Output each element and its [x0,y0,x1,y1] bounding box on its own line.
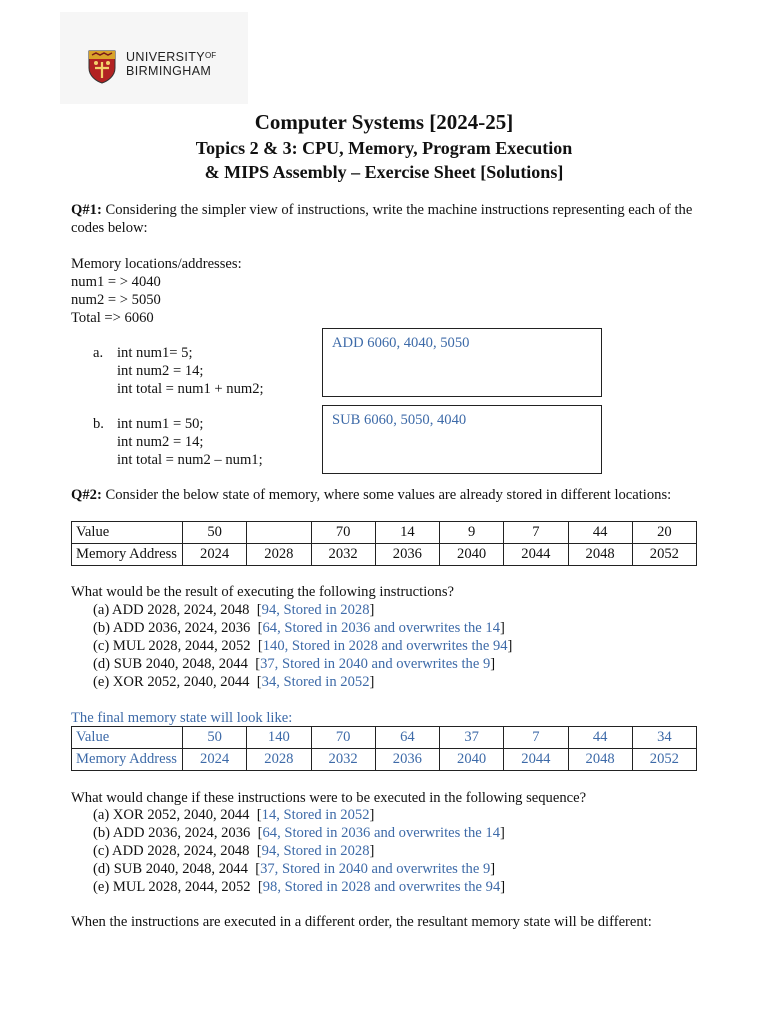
item-answer: 64, Stored in 2036 and overwrites the 14 [262,620,500,636]
address-cell: 2036 [375,749,439,771]
value-cell: 50 [183,522,247,544]
item-answer: 64, Stored in 2036 and overwrites the 14 [262,825,500,841]
value-cell: 37 [440,727,504,749]
item-instr: XOR 2052, 2040, 2044 [112,807,250,823]
value-cell: 20 [632,522,696,544]
address-cell: 2032 [311,749,375,771]
code-line: int num2 = 14; [117,363,204,379]
q1-prompt [71,201,701,237]
row-label: Memory Address [72,544,183,566]
item-answer: 14, Stored in 2052 [261,807,370,823]
value-cell: 7 [504,727,568,749]
value-cell: 70 [311,727,375,749]
item-label: (c) [93,638,110,654]
item-instr: ADD 2036, 2024, 2036 [112,620,251,636]
q1a-code [117,344,264,398]
q1-text: Considering the simpler view of instructions, write the machine instructions representing each of the codes below: [71,202,693,236]
list-item: (a) ADD 2028, 2024, 2048 [94, Stored in 2028] [93,602,375,618]
item-instr: XOR 2052, 2040, 2044 [112,674,250,690]
value-cell: 9 [440,522,504,544]
item-instr: SUB 2040, 2048, 2044 [113,656,248,672]
instruction-list-1 [93,601,512,691]
final-state-label: The final memory state will look like: [71,710,293,726]
item-instr: MUL 2028, 2044, 2052 [112,879,251,895]
address-cell: 2024 [183,544,247,566]
list-item: (a) XOR 2052, 2040, 2044 [14, Stored in 2052] [93,807,375,823]
code-line: int total = num1 + num2; [117,381,264,397]
instruction-list-2 [93,806,505,896]
memory-line: Total => 6060 [71,310,154,326]
q2-text: Consider the below state of memory, where some values are already stored in different locations: [101,487,672,503]
memory-heading: Memory locations/addresses: [71,256,242,272]
code-line: int num2 = 14; [117,434,204,450]
q2-prompt [71,486,701,504]
item-label: (e) [93,879,110,895]
q1a-label: a. [93,345,104,361]
address-cell: 2028 [247,749,311,771]
list-item: (d) SUB 2040, 2048, 2044 [37, Stored in 2040 and overwrites the 9] [93,656,496,672]
q1b-answer: SUB 6060, 5050, 4040 [332,412,467,428]
list-item: (b) ADD 2036, 2024, 2036 [64, Stored in 2036 and overwrites the 14] [93,825,505,841]
item-answer: 94, Stored in 2028 [261,602,370,618]
address-cell: 2036 [375,544,439,566]
item-answer: 98, Stored in 2028 and overwrites the 94 [262,879,501,895]
item-label: (a) [93,807,110,823]
item-label: (a) [93,602,110,618]
q1a-answer: ADD 6060, 4040, 5050 [332,335,470,351]
address-cell: 2044 [504,749,568,771]
university-wordmark [126,49,216,78]
value-row [72,522,697,544]
item-instr: MUL 2028, 2044, 2052 [112,638,251,654]
item-label: (b) [93,825,111,841]
value-cell [247,522,311,544]
value-cell: 44 [568,727,632,749]
q1-label: Q#1: [71,202,102,218]
item-label: (e) [93,674,110,690]
item-answer: 94, Stored in 2028 [261,843,370,859]
wordmark-line1: UNIVERSITY [126,50,206,64]
wordmark-line2: BIRMINGHAM [126,64,212,78]
row-label: Memory Address [72,749,183,771]
row-label: Value [72,727,183,749]
closing-text: When the instructions are executed in a different order, the resultant memory state will be different: [71,914,652,930]
list-item: (c) ADD 2028, 2024, 2048 [94, Stored in 2028] [93,843,375,859]
value-cell: 50 [183,727,247,749]
course-title: Computer Systems [2024-25] [254,110,514,134]
address-cell: 2028 [247,544,311,566]
item-answer: 34, Stored in 2052 [261,674,370,690]
value-cell: 44 [568,522,632,544]
memory-locations [71,255,701,327]
university-crest-icon [88,50,116,84]
address-cell: 2040 [440,749,504,771]
row-label: Value [72,522,183,544]
q2-question1: What would be the result of executing the following instructions? [71,584,454,600]
value-cell: 64 [375,727,439,749]
item-instr: ADD 2036, 2024, 2036 [112,825,251,841]
address-cell: 2044 [504,544,568,566]
item-answer: 140, Stored in 2028 and overwrites the 94 [262,638,508,654]
address-cell: 2032 [311,544,375,566]
list-item: (e) MUL 2028, 2044, 2052 [98, Stored in 2028 and overwrites the 94] [93,879,506,895]
item-instr: SUB 2040, 2048, 2044 [113,861,248,877]
q2-question2: What would change if these instructions were to be executed in the following sequence? [71,790,587,806]
sheet-title-line2: Topics 2 & 3: CPU, Memory, Program Execution [195,138,573,158]
list-item: (b) ADD 2036, 2024, 2036 [64, Stored in 2036 and overwrites the 14] [93,620,505,636]
item-label: (b) [93,620,111,636]
value-cell: 70 [311,522,375,544]
item-label: (c) [93,843,110,859]
address-cell: 2024 [183,749,247,771]
initial-memory-table [71,521,697,566]
item-label: (d) [93,656,111,672]
value-cell: 140 [247,727,311,749]
code-line: int num1= 5; [117,345,193,361]
wordmark-of: OF [205,51,217,60]
memory-line: num2 = > 5050 [71,292,161,308]
address-row [72,749,697,771]
item-answer: 37, Stored in 2040 and overwrites the 9 [260,861,491,877]
memory-line: num1 = > 4040 [71,274,161,290]
address-cell: 2052 [632,544,696,566]
sheet-title-line3: & MIPS Assembly – Exercise Sheet [Solutions] [204,162,564,182]
q1a-answer-box [322,328,602,397]
q1b-answer-box [322,405,602,474]
q2-label: Q#2: [71,487,102,503]
address-cell: 2040 [440,544,504,566]
q1b-code [117,415,263,469]
address-cell: 2048 [568,544,632,566]
q1b-label: b. [93,416,104,432]
value-row [72,727,697,749]
item-instr: ADD 2028, 2024, 2048 [112,843,250,859]
value-cell: 14 [375,522,439,544]
item-answer: 37, Stored in 2040 and overwrites the 9 [260,656,491,672]
final-memory-table [71,726,697,771]
address-cell: 2052 [632,749,696,771]
address-cell: 2048 [568,749,632,771]
item-instr: ADD 2028, 2024, 2048 [112,602,250,618]
code-line: int total = num2 – num1; [117,452,263,468]
list-item: (c) MUL 2028, 2044, 2052 [140, Stored in 2028 and overwrites the 94] [93,638,513,654]
address-row [72,544,697,566]
code-line: int num1 = 50; [117,416,204,432]
list-item: (e) XOR 2052, 2040, 2044 [34, Stored in 2052] [93,674,375,690]
item-label: (d) [93,861,111,877]
value-cell: 7 [504,522,568,544]
value-cell: 34 [632,727,696,749]
list-item: (d) SUB 2040, 2048, 2044 [37, Stored in 2040 and overwrites the 9] [93,861,496,877]
